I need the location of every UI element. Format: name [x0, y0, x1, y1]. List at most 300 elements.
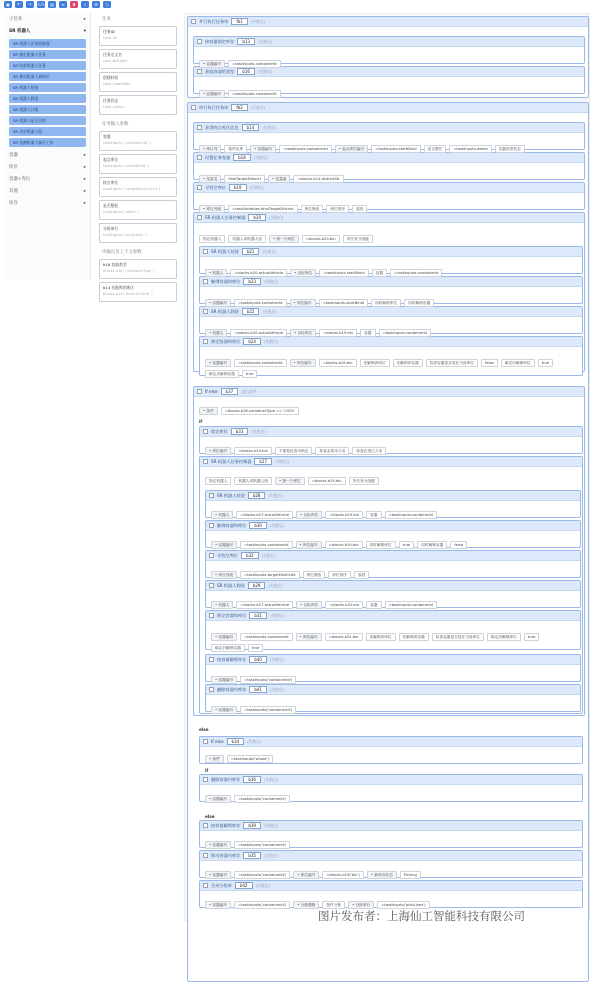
param-row [211, 511, 575, 519]
param-value[interactable]: 按件分拣 [322, 901, 345, 909]
param-value[interactable]: 库位排序 [328, 571, 351, 579]
param-value[interactable]: true [242, 370, 258, 378]
block-id[interactable]: b31 [249, 612, 267, 619]
block-name: If else [211, 739, 224, 744]
undo-icon[interactable]: ↶ [15, 1, 23, 8]
param-row [199, 145, 575, 153]
block-tag: (失败后) [251, 428, 266, 434]
variable-expression: taskInputs('targetDistrictId') [103, 187, 161, 191]
sidebar [5, 13, 91, 280]
block-id[interactable]: b23 [243, 278, 261, 285]
block-header[interactable] [200, 247, 582, 257]
block-checkbox[interactable] [197, 389, 202, 394]
block-checkbox[interactable] [191, 19, 196, 24]
param-value[interactable]: finalTargetDistrict [224, 175, 265, 183]
param-value[interactable]: 容器 [366, 601, 381, 609]
sidebar-group[interactable] [5, 197, 90, 209]
block-name: 寻找空库位 [217, 552, 238, 558]
param-key[interactable]: • 库位编号 [296, 633, 322, 641]
variable-card[interactable] [99, 282, 177, 302]
param-key[interactable]: • 容器编号 [205, 299, 231, 307]
param-value[interactable]: 库位排序 [326, 205, 349, 213]
image-icon[interactable]: ▤ [48, 1, 56, 8]
param-value[interactable]: =taskInputs.whole [449, 145, 491, 153]
block-checkbox[interactable] [203, 429, 208, 434]
sidebar-group[interactable] [5, 185, 90, 197]
param-key[interactable]: • 库位编号 [293, 871, 319, 879]
block-header[interactable] [200, 851, 582, 861]
param-value[interactable]: =blocks.b19.bin [325, 511, 363, 519]
param-value[interactable]: 是否整托 [424, 145, 447, 153]
param-key[interactable]: • 容器编号 [211, 706, 237, 714]
block-header[interactable] [206, 551, 580, 561]
param-value[interactable]: =taskInputs.containerId [234, 359, 286, 367]
block-id[interactable]: b24 [243, 338, 261, 345]
variable-expression: blocks.b16('containerType') [103, 269, 155, 273]
param-value[interactable]: =blocks.b19.bin [325, 541, 363, 549]
param-value[interactable]: 容器 [360, 329, 375, 337]
block-tag: (失败后) [262, 248, 277, 254]
param-value[interactable]: =taskInputs('pickLines') [377, 901, 429, 909]
block-header[interactable] [206, 655, 580, 665]
param-value[interactable]: =taskInputs.containerId [279, 145, 331, 153]
block-id[interactable]: b33 [231, 428, 249, 435]
param-key[interactable]: • 容器编号 [211, 541, 237, 549]
block-header[interactable] [206, 491, 580, 501]
block-header[interactable] [200, 307, 582, 317]
param-value[interactable]: =blocks.b27.actualVehicle [236, 601, 293, 609]
block-header[interactable] [200, 775, 582, 785]
sidebar-block-item[interactable]: SR 决定机器人组 [9, 127, 86, 136]
param-value[interactable]: 检查必须未占用 [315, 447, 349, 455]
variable-expression: taskInputs('whole') [103, 210, 140, 214]
block-header[interactable] [188, 103, 588, 113]
param-value[interactable]: 绑定后解锁库位 [487, 633, 521, 641]
block-checkbox[interactable] [203, 883, 208, 888]
block-id[interactable]: b18 [233, 154, 251, 161]
sidebar-group[interactable] [5, 161, 90, 173]
block-header[interactable] [194, 123, 584, 133]
block-header[interactable] [200, 337, 582, 347]
param-value[interactable]: 先解锁该容器 [393, 359, 423, 367]
variable-expression: taskInputs('pickLines') [103, 233, 148, 237]
block-id[interactable]: b20 [248, 214, 266, 221]
sidebar-group[interactable] [5, 173, 90, 185]
param-value[interactable]: =blocks.b32.bin [325, 633, 363, 641]
param-value[interactable]: 原因 [352, 205, 367, 213]
block-id[interactable]: b21 [242, 248, 260, 255]
block-id[interactable]: b28 [248, 492, 266, 499]
block-header[interactable] [200, 737, 582, 747]
block-name: 设置任务变量 [205, 154, 231, 160]
param-value[interactable]: =taskInputs('containerId') [234, 871, 290, 879]
block-tag: (失败后) [268, 492, 283, 498]
block-id[interactable]: b36 [243, 776, 261, 783]
param-key[interactable]: • 容器编号 [199, 90, 225, 98]
redo-icon[interactable]: ↷ [26, 1, 34, 8]
param-key[interactable]: • 目标库位 [296, 601, 322, 609]
param-key[interactable]: • 机器人 [205, 329, 227, 337]
block-header[interactable] [194, 37, 584, 47]
param-value[interactable]: 同时解锁库位 [366, 541, 396, 549]
param-value[interactable]: 检查必须已占用 [352, 447, 386, 455]
block-header[interactable] [206, 611, 580, 621]
param-value[interactable]: =taskInputs.startBinId [319, 269, 368, 277]
variable-card[interactable] [99, 154, 177, 174]
block-header[interactable] [206, 521, 580, 531]
sidebar-block-item[interactable]: SR 机器人任务控制器 [9, 39, 86, 48]
variable-card[interactable] [99, 26, 177, 46]
block-id[interactable]: b32 [241, 552, 259, 559]
block-name: 串行执行任务块 [199, 104, 229, 110]
param-value[interactable]: 先解锁该库位 [360, 359, 390, 367]
branch-label: else [199, 727, 209, 732]
param-key[interactable]: • 库位编号 [205, 447, 231, 455]
block-checkbox[interactable] [197, 155, 202, 160]
param-value[interactable]: =blocks.b27.actualVehicle [236, 511, 293, 519]
param-row [205, 841, 575, 849]
block-checkbox[interactable] [209, 657, 214, 662]
variable-card[interactable] [99, 177, 177, 197]
param-row [205, 299, 575, 307]
param-key[interactable]: • 变量值 [268, 175, 290, 183]
block-checkbox[interactable] [203, 777, 208, 782]
param-row [211, 706, 575, 714]
variable-card[interactable] [99, 49, 177, 69]
block-id[interactable]: b22 [242, 308, 260, 315]
param-key[interactable]: • 机器人 [205, 269, 227, 277]
param-value[interactable]: 同时解锁库位 [371, 299, 401, 307]
param-value[interactable]: =blocks.b19.bin [234, 447, 272, 455]
param-value[interactable]: =taskInputs.containerId [228, 60, 280, 68]
param-value[interactable]: true [248, 644, 264, 652]
param-value[interactable]: =blocks.b20.actualVehicle [230, 269, 287, 277]
param-key[interactable]: • 变量名 [199, 175, 221, 183]
branch-label: else [205, 814, 215, 819]
param-key[interactable]: • 机器人 [211, 511, 233, 519]
block-checkbox[interactable] [203, 309, 208, 314]
param-value[interactable]: 机器人或机器人组 [234, 477, 272, 485]
sidebar-block-item[interactable]: SR 指定机器人任务 [9, 50, 86, 59]
variable-label: 任务状态 [103, 98, 119, 103]
settings-icon[interactable]: ⚙ [92, 1, 100, 8]
block-checkbox[interactable] [203, 739, 208, 744]
param-key[interactable]: • 库区列表 [211, 571, 237, 579]
param-value[interactable]: false [450, 541, 467, 549]
block-tag: (失败后) [263, 822, 279, 828]
param-row [205, 871, 575, 879]
param-value[interactable]: 同时解锁容器 [417, 541, 447, 549]
block-tag: (失败后) [269, 686, 285, 692]
block-header[interactable] [206, 685, 580, 695]
param-value[interactable]: 绑定后解锁容器 [205, 370, 239, 378]
param-key[interactable]: • 容器编号 [205, 841, 231, 849]
info-icon[interactable]: ⓘ [105, 1, 109, 7]
block-id[interactable]: b16 [237, 68, 255, 75]
param-value[interactable]: =blocks.b19.bin [319, 359, 357, 367]
variable-card[interactable] [99, 95, 177, 115]
block-id[interactable]: b13 [237, 38, 255, 45]
sidebar-group[interactable] [5, 13, 90, 25]
sidebar-group-label: 容器 [9, 153, 18, 158]
param-key[interactable]: • 库位编号 [296, 541, 322, 549]
param-key[interactable]: • 起点库位编号 [335, 145, 368, 153]
block-id[interactable]: fb2 [231, 104, 248, 111]
variable-card[interactable] [99, 131, 177, 151]
param-value[interactable]: true [399, 541, 415, 549]
param-value[interactable]: =taskInputs('whole') [227, 755, 273, 763]
param-row [205, 795, 575, 803]
block-id[interactable]: b29 [248, 582, 266, 589]
block-id[interactable]: b30 [249, 522, 267, 529]
block-checkbox[interactable] [197, 39, 202, 44]
variable-label: 终点库位 [103, 180, 119, 185]
delete-icon[interactable]: ✖ [70, 1, 78, 8]
block-header[interactable] [200, 457, 582, 467]
sidebar-group[interactable] [5, 25, 90, 37]
block-id[interactable]: b42 [235, 882, 253, 889]
block-header[interactable] [194, 387, 584, 397]
param-value[interactable]: Picking [400, 871, 421, 879]
sidebar-block-item[interactable]: SR 结束机器人任务 [9, 61, 86, 70]
param-value[interactable]: 原因 [354, 571, 369, 579]
block-checkbox[interactable] [191, 105, 196, 110]
block-checkbox[interactable] [203, 853, 208, 858]
param-value[interactable]: =blocks.b19.bin [308, 477, 346, 485]
sidebar-block-item[interactable]: SR 移动机器人到库位 [9, 72, 86, 81]
param-key[interactable]: • 容器编号 [205, 795, 231, 803]
param-key[interactable]: • 目标库位 [296, 511, 322, 519]
param-key[interactable]: • 分拣单行 [348, 901, 374, 909]
param-key[interactable]: • 机器人 [211, 601, 233, 609]
block-header[interactable] [200, 427, 582, 437]
block-header[interactable] [194, 67, 584, 77]
sidebar-group[interactable] [5, 149, 90, 161]
param-key[interactable]: • 容器编号 [211, 676, 237, 684]
branch-label: if [199, 419, 203, 424]
block-checkbox[interactable] [197, 125, 202, 130]
block-checkbox[interactable] [203, 339, 208, 344]
param-value[interactable]: =taskInputs('containerId') [234, 795, 290, 803]
param-value[interactable]: =blocks.b20.actualVehicle [230, 329, 287, 337]
variable-card[interactable] [99, 259, 177, 279]
variable-expression: taskInputs('startBinId') [103, 164, 150, 168]
block-header[interactable] [194, 153, 584, 163]
param-value[interactable]: 容器类型状态 [495, 145, 525, 153]
param-value[interactable]: 绑定后解锁容器 [211, 644, 245, 652]
block-header[interactable] [188, 17, 588, 27]
param-key[interactable]: • 新库存状态 [367, 871, 397, 879]
param-value[interactable]: =blocks.b19.bin [302, 235, 340, 243]
param-value[interactable]: =taskInputs.targetDistrictId [240, 571, 299, 579]
block-id[interactable]: b34 [227, 738, 245, 745]
param-value[interactable]: =taskInputs.containerId [390, 269, 442, 277]
param-key[interactable]: • 库位编号 [290, 359, 316, 367]
block-name: SR 机器人任务控制器 [211, 458, 252, 464]
param-value[interactable]: =taskInputs.containerId [385, 511, 437, 519]
block-id[interactable]: b19 [229, 184, 247, 191]
param-value[interactable]: =taskInputs('containerId') [234, 901, 290, 909]
param-value[interactable]: =taskVariables.finalTargetDistrict [228, 205, 297, 213]
param-key[interactable]: • 库区列 [199, 145, 221, 153]
param-row [205, 755, 575, 763]
block-id[interactable]: b39 [243, 822, 261, 829]
param-key[interactable]: • 条件 [205, 755, 224, 763]
block-checkbox[interactable] [197, 185, 202, 190]
param-key[interactable]: • 第一个库位 [269, 235, 299, 243]
param-value[interactable]: 容器 [366, 511, 381, 519]
param-value[interactable]: =taskInputs.containerId [240, 633, 292, 641]
sidebar-group-label: 子任务 [9, 17, 23, 22]
param-value[interactable]: 先解锁该容器 [399, 633, 429, 641]
param-value[interactable]: =blocks.b19.bin [319, 329, 357, 337]
block-tag: (失败后) [255, 882, 270, 888]
variable-label: 任务ID [103, 29, 115, 34]
param-value[interactable]: 检查容器是否放在当前库位 [426, 359, 478, 367]
param-key[interactable]: • 容器编号 [205, 901, 231, 909]
param-value[interactable]: 不重复检查未锁定 [275, 447, 313, 455]
param-key[interactable]: • 容器编号 [205, 871, 231, 879]
block-checkbox[interactable] [203, 823, 208, 828]
param-value[interactable]: =taskInputs('containerId') [240, 706, 296, 714]
param-value[interactable]: =taskInputs.containerId [234, 299, 286, 307]
block-tag: (失败后) [268, 582, 283, 588]
param-value[interactable]: =taskInputs.startBinId [371, 145, 420, 153]
param-row [199, 205, 575, 213]
block-checkbox[interactable] [203, 459, 208, 464]
block-checkbox[interactable] [209, 523, 214, 528]
block-header[interactable] [200, 277, 582, 287]
param-value[interactable]: =taskInputs.startBinId [319, 299, 368, 307]
block-name: SR 机器人任务控制器 [205, 214, 246, 220]
variable-label: 是否整托 [103, 203, 119, 208]
block-header[interactable] [206, 581, 580, 591]
param-value[interactable]: 指定机器人 [205, 477, 231, 485]
param-value[interactable]: true [538, 359, 554, 367]
block-header[interactable] [194, 213, 584, 223]
param-value[interactable]: 多任务分组键 [349, 477, 379, 485]
param-value[interactable]: =taskInputs.containerId [240, 541, 292, 549]
code-icon[interactable]: </> [36, 2, 46, 7]
param-value[interactable]: 库位筛选 [303, 571, 326, 579]
param-value[interactable]: =taskInputs('containerId') [240, 676, 296, 684]
param-value[interactable]: 指定机器人 [199, 235, 225, 243]
param-row [205, 329, 575, 337]
block-tag: (失败后) [262, 124, 277, 130]
variable-expression: task.status [103, 105, 125, 109]
flow-canvas[interactable] [184, 13, 590, 921]
block-tag: (失败后) [275, 458, 290, 464]
param-value[interactable]: 绑定后解锁库位 [501, 359, 535, 367]
param-value[interactable]: 先解锁该库位 [366, 633, 396, 641]
block-name: SR 机器人卸货 [211, 308, 239, 314]
param-value[interactable]: 多任务分组键 [343, 235, 373, 243]
export-icon[interactable]: ⇩ [81, 1, 89, 8]
variable-card[interactable] [99, 223, 177, 243]
param-value[interactable]: 机器人或机器人组 [228, 235, 266, 243]
save-icon[interactable]: ▣ [4, 1, 12, 8]
param-key[interactable]: • 容器编号 [211, 633, 237, 641]
block-checkbox[interactable] [209, 583, 214, 588]
param-key[interactable]: • 第一个库位 [275, 477, 305, 485]
param-key[interactable]: • 条件 [199, 407, 218, 415]
block-name: 并行执行任务块 [199, 18, 229, 24]
param-value[interactable]: =blocks.b32.bin [325, 601, 363, 609]
list-icon[interactable]: ≡ [59, 1, 67, 8]
param-value[interactable]: =blocks.b16.containerType == 'C001' [221, 407, 299, 415]
param-key[interactable]: • 容器编号 [250, 145, 276, 153]
param-value[interactable]: 检查容器是否放在当前库位 [432, 633, 484, 641]
param-value[interactable]: =taskInputs.containerId [379, 329, 431, 337]
block-header[interactable] [200, 821, 582, 831]
param-value[interactable]: 容器 [372, 269, 387, 277]
param-value[interactable]: =blocks.b14.districtStr [293, 175, 343, 183]
block-id[interactable]: b35 [243, 852, 261, 859]
block-header[interactable] [194, 183, 584, 193]
block-id[interactable]: b27 [254, 458, 272, 465]
param-value[interactable]: =taskInputs('containerId') [234, 841, 290, 849]
sidebar-group-label: 其他 [9, 189, 18, 194]
variable-card[interactable] [99, 200, 177, 220]
param-key[interactable]: • 库区列表 [199, 205, 225, 213]
block-checkbox[interactable] [203, 249, 208, 254]
param-value[interactable]: 库位筛选 [301, 205, 324, 213]
block-name: 删除容器内库存 [211, 776, 241, 782]
block-id[interactable]: b37 [221, 388, 239, 395]
watermark-text: 图片发布者：上海仙工智能科技有限公司 [318, 909, 525, 923]
block-id[interactable]: b40 [249, 656, 267, 663]
block-checkbox[interactable] [197, 215, 202, 220]
sidebar-block-item[interactable]: SR 机器人是否关锁 [9, 116, 86, 125]
block-name: 按容器解锁库存 [217, 656, 247, 662]
param-value[interactable]: =blocks.b19('bin') [322, 871, 364, 879]
variable-card[interactable] [99, 72, 177, 92]
param-value[interactable]: false [481, 359, 498, 367]
param-value[interactable]: =taskInputs.containerId [385, 601, 437, 609]
block-header[interactable] [200, 881, 582, 891]
param-value[interactable]: true [524, 633, 540, 641]
block-checkbox[interactable] [209, 493, 214, 498]
sidebar-block-item[interactable]: SR 检测机器人端可工作 [9, 138, 86, 147]
sidebar-block-item[interactable]: SR 机器人装货 [9, 83, 86, 92]
param-value[interactable]: 按件出库 [224, 145, 247, 153]
block-name: 生成分拣单 [211, 882, 232, 888]
param-key[interactable]: • 分拣模版 [293, 901, 319, 909]
param-key[interactable]: • 容器编号 [199, 60, 225, 68]
param-key[interactable]: • 目标库位 [290, 269, 316, 277]
block-checkbox[interactable] [197, 69, 202, 74]
block-tag: (失败后) [263, 278, 279, 284]
param-row [199, 175, 575, 183]
block-checkbox[interactable] [209, 613, 214, 618]
block-checkbox[interactable] [209, 687, 214, 692]
block-id[interactable]: b41 [249, 686, 267, 693]
sidebar-block-item[interactable]: SR 机器人卸货 [9, 94, 86, 103]
param-key[interactable]: • 容器编号 [205, 359, 231, 367]
param-key[interactable]: • 库位编号 [290, 299, 316, 307]
block-tag: (失败后) [249, 184, 264, 190]
sidebar-block-item[interactable]: SR 机器人开锁 [9, 105, 86, 114]
block-id[interactable]: fb1 [231, 18, 248, 25]
chevron-down-icon: ▸ [83, 200, 86, 206]
param-value[interactable]: 同时解锁容器 [404, 299, 434, 307]
variable-label: 起点库位 [103, 157, 119, 162]
block-checkbox[interactable] [203, 279, 208, 284]
block-id[interactable]: b14 [242, 124, 260, 131]
block-checkbox[interactable] [209, 553, 214, 558]
param-key[interactable]: • 目标库位 [290, 329, 316, 337]
param-value[interactable]: =taskInputs.containerId [228, 90, 280, 98]
